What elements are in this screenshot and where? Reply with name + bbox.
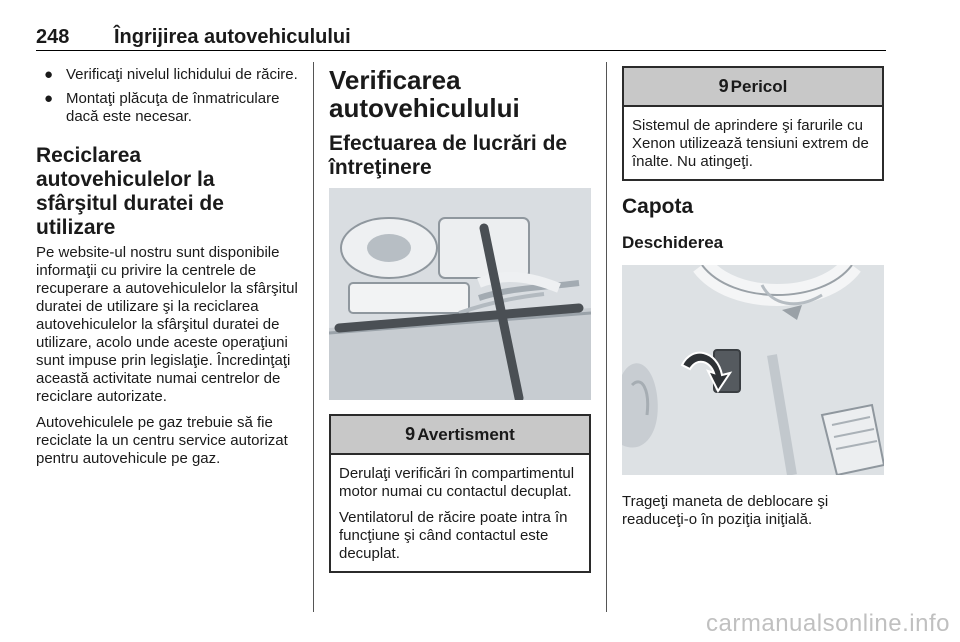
column-divider-2: [606, 62, 607, 612]
hood-release-graphic: [622, 265, 884, 475]
bullet-dot: ●: [44, 90, 54, 107]
warning-box-header: [331, 416, 589, 455]
column-middle: [329, 66, 591, 573]
bullet-dot: ●: [44, 66, 54, 83]
page-header: [36, 24, 886, 50]
danger-box: [622, 66, 884, 181]
header-rule: [36, 50, 886, 51]
danger-box-body: [624, 107, 882, 179]
bullet-text: Montaţi plăcuţa de înmatriculare dacă este necesar.: [66, 90, 280, 125]
danger-text: Sistemul de aprindere şi farurile cu Xenon utilizează tensiuni extrem de înalte. Nu atingeţi.: [632, 117, 869, 170]
section-heading-hood: Capota: [622, 195, 694, 218]
paragraph-gas-vehicles: Autovehiculele pe gaz trebuie să fie reciclate la un centru service autorizat pentru autovehicule pe gaz.: [36, 414, 288, 467]
warning-box-body: [331, 455, 589, 571]
warning-box: [329, 414, 591, 573]
warning-title: Avertisment: [417, 424, 515, 444]
bullet-item: [36, 90, 298, 126]
watermark: carmanualsonline.info: [706, 610, 950, 637]
engine-illustration-graphic: [329, 188, 591, 400]
section-heading-recycling: Reciclarea autovehiculelor la sfârşitul duratei de utilizare: [36, 144, 224, 239]
danger-title: Pericol: [730, 76, 788, 96]
column-left: [36, 66, 298, 468]
hood-release-illustration: [622, 265, 884, 475]
danger-icon: 9: [718, 76, 729, 96]
engine-bay-illustration: [329, 188, 591, 400]
warning-text-1: Derulaţi verificări în compartimentul motor numai cu contactul decuplat.: [339, 465, 575, 500]
paragraph-recycling-info: Pe website-ul nostru sunt disponibile informaţii cu privire la centrele de recuperare a autovehiculelor la sfârşitul duratei de utilizare şi la reciclarea autovehiculelor la sfârşitul duratei de utilizare, acolo unde aceste operaţiuni sunt impuse prin legislaţie. Încredinţaţi această activitate numai centrelor de reciclare autorizate.: [36, 244, 298, 405]
page-number: 248: [36, 26, 70, 48]
chapter-heading: Verificarea autovehiculului: [329, 65, 520, 123]
warning-text-2: Ventilatorul de răcire poate intra în funcţiune şi când contactul este decuplat.: [339, 509, 568, 562]
subsection-heading-opening: Deschiderea: [622, 233, 724, 252]
column-right: [622, 66, 884, 529]
hood-release-instruction: Trageţi maneta de deblocare şi readuceţi-o în poziţia iniţială.: [622, 493, 829, 528]
column-divider-1: [313, 62, 314, 612]
warning-icon: 9: [405, 424, 416, 444]
bullet-item: [36, 66, 298, 84]
subsection-heading-maintenance: Efectuarea de lucrări de întreţinere: [329, 132, 568, 179]
bullet-text: Verificaţi nivelul lichidului de răcire.: [66, 66, 298, 83]
danger-box-header: [624, 68, 882, 107]
running-title: Îngrijirea autovehiculului: [114, 26, 351, 48]
